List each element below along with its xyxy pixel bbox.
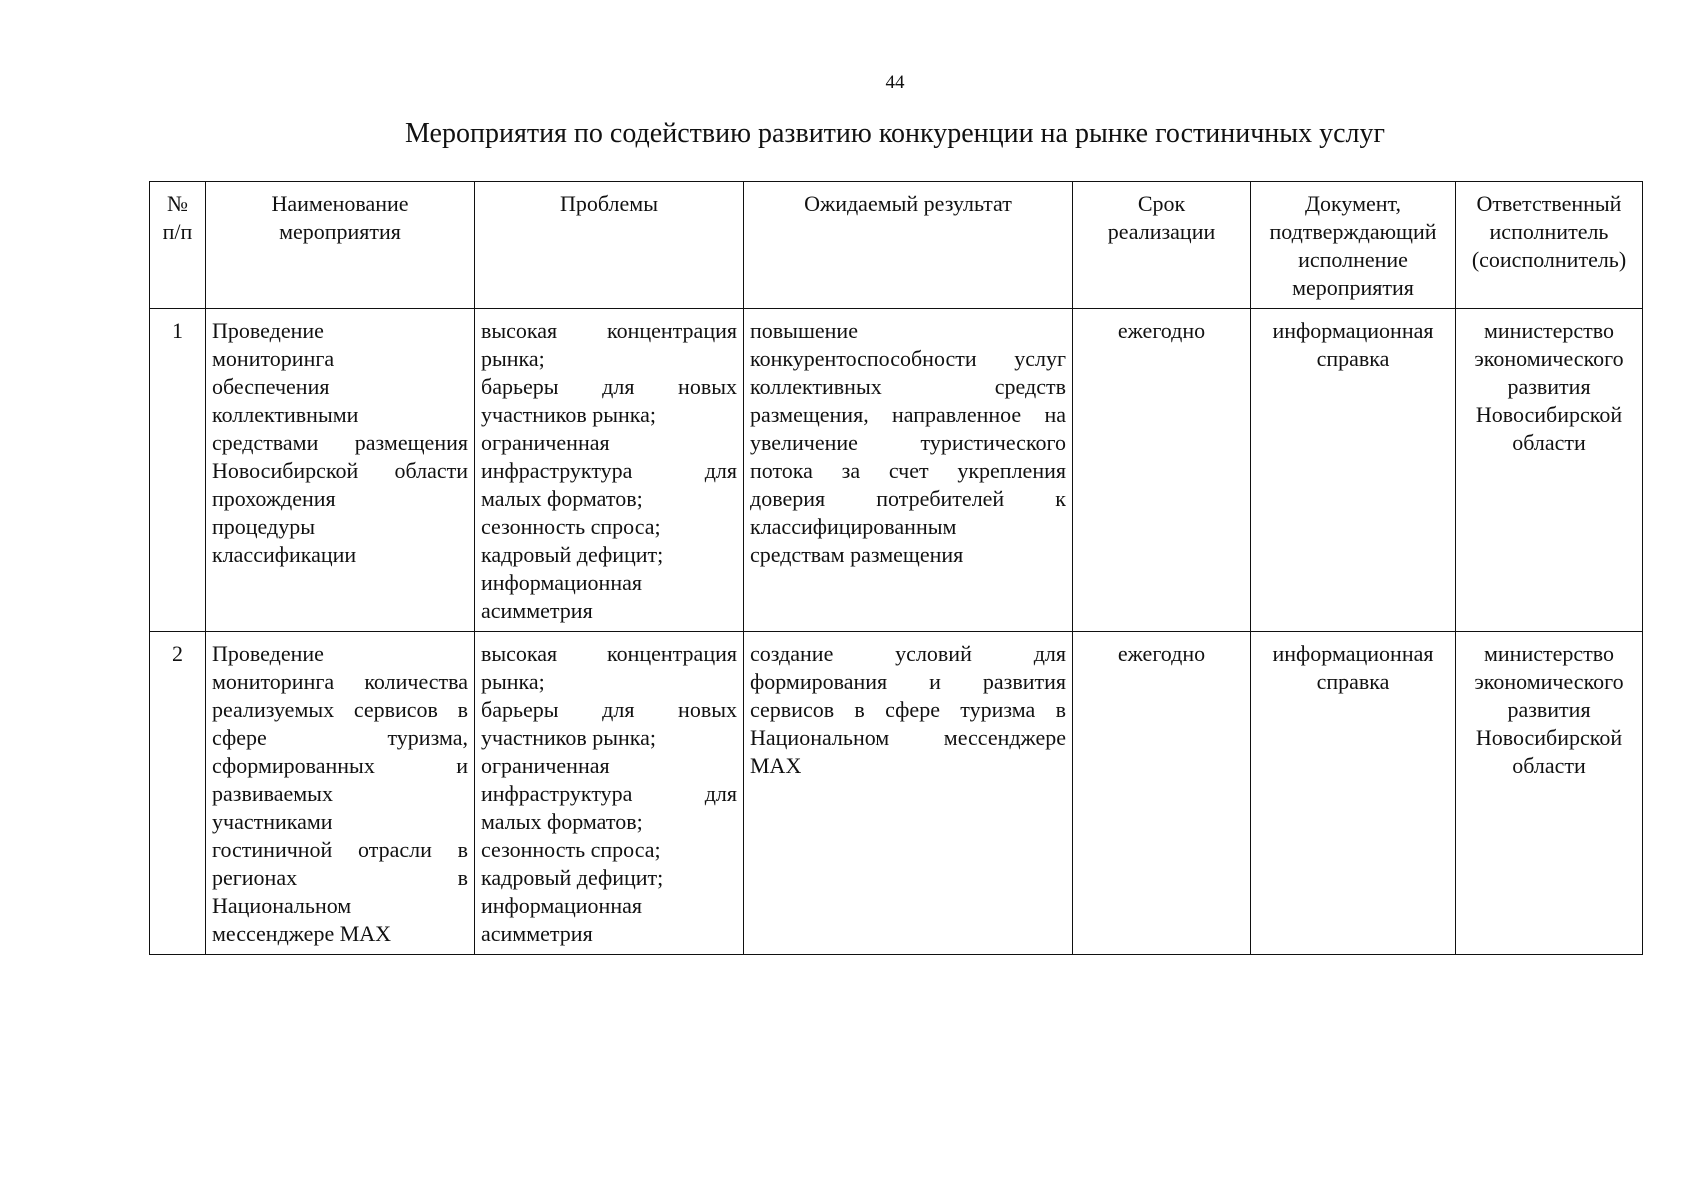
cell-line: участниками bbox=[212, 809, 333, 834]
cell-line: сфере туризма, bbox=[212, 725, 468, 750]
cell-line: развития bbox=[1507, 697, 1591, 722]
cell-line: Ответственный bbox=[1476, 191, 1622, 216]
cell-line: информационная bbox=[1272, 641, 1434, 666]
cell-line: прохождения bbox=[212, 486, 336, 511]
cell-line: рынка; bbox=[481, 346, 545, 371]
cell-line: № bbox=[167, 191, 188, 216]
header-term bbox=[1073, 182, 1251, 309]
cell-line: барьеры для новых bbox=[481, 697, 737, 722]
cell-line: коллективных средств bbox=[750, 374, 1066, 399]
cell-line: конкурентоспособности услуг bbox=[750, 346, 1066, 371]
cell-line: справка bbox=[1316, 669, 1390, 694]
cell-line: мероприятия bbox=[1292, 275, 1414, 300]
cell-line: высокая концентрация bbox=[481, 318, 737, 343]
cell-line: мероприятия bbox=[279, 219, 401, 244]
cell-line: ежегодно bbox=[1117, 641, 1206, 666]
table-row bbox=[150, 632, 1643, 955]
cell-name bbox=[206, 632, 475, 955]
cell-line: повышение bbox=[750, 318, 858, 343]
cell-line: средствам размещения bbox=[750, 542, 964, 567]
cell-line: информационная bbox=[481, 893, 642, 918]
cell-line: асимметрия bbox=[481, 598, 593, 623]
cell-line: области bbox=[1512, 753, 1586, 778]
cell-line: Срок bbox=[1137, 191, 1186, 216]
cell-line: сезонность спроса; bbox=[481, 514, 661, 539]
cell-problems bbox=[475, 309, 744, 632]
cell-line: Проведение bbox=[212, 641, 324, 666]
cell-result bbox=[744, 309, 1073, 632]
cell-result bbox=[744, 632, 1073, 955]
cell-num: 2 bbox=[150, 632, 206, 955]
cell-line: Национальном bbox=[212, 893, 352, 918]
cell-line: министерство bbox=[1483, 318, 1614, 343]
cell-responsible bbox=[1456, 632, 1643, 955]
cell-line: регионах в bbox=[212, 865, 468, 890]
header-problems bbox=[475, 182, 744, 309]
cell-line: мониторинга bbox=[212, 346, 335, 371]
header-document bbox=[1251, 182, 1456, 309]
cell-line: Новосибирской bbox=[1475, 725, 1623, 750]
cell-term bbox=[1073, 309, 1251, 632]
header-num bbox=[150, 182, 206, 309]
cell-line: малых форматов; bbox=[481, 809, 643, 834]
cell-line: средствами размещения bbox=[212, 430, 468, 455]
cell-line: ограниченная bbox=[481, 430, 610, 455]
cell-line: развиваемых bbox=[212, 781, 333, 806]
cell-line: мессенджере MAX bbox=[212, 921, 392, 946]
cell-line: Национальном мессенджере bbox=[750, 725, 1066, 750]
header-responsible bbox=[1456, 182, 1643, 309]
cell-line: министерство bbox=[1483, 641, 1614, 666]
cell-line: барьеры для новых bbox=[481, 374, 737, 399]
cell-name bbox=[206, 309, 475, 632]
cell-line: гостиничной отрасли в bbox=[212, 837, 468, 862]
cell-line: Документ, bbox=[1304, 191, 1401, 216]
cell-document bbox=[1251, 309, 1456, 632]
cell-line: процедуры bbox=[212, 514, 315, 539]
cell-line: кадровый дефицит; bbox=[481, 865, 664, 890]
cell-line: малых форматов; bbox=[481, 486, 643, 511]
cell-num: 1 bbox=[150, 309, 206, 632]
cell-line: асимметрия bbox=[481, 921, 593, 946]
cell-line: информационная bbox=[481, 570, 642, 595]
cell-line: подтверждающий bbox=[1269, 219, 1437, 244]
cell-line: классифицированным bbox=[750, 514, 957, 539]
cell-line: п/п bbox=[162, 219, 193, 244]
cell-line: области bbox=[1512, 430, 1586, 455]
cell-line: (соисполнитель) bbox=[1471, 247, 1627, 272]
cell-line: ограниченная bbox=[481, 753, 610, 778]
header-row bbox=[150, 182, 1643, 309]
cell-line: создание условий для bbox=[750, 641, 1066, 666]
measures-table bbox=[149, 181, 1643, 955]
cell-line: реализации bbox=[1107, 219, 1216, 244]
cell-line: увеличение туристического bbox=[750, 430, 1066, 455]
cell-line: реализуемых сервисов в bbox=[212, 697, 468, 722]
page-number: 44 bbox=[885, 72, 905, 93]
document-title: Мероприятия по содействию развитию конкуренции на рынке гостиничных услуг bbox=[405, 118, 1385, 149]
cell-line: Проведение bbox=[212, 318, 324, 343]
cell-line: формирования и развития bbox=[750, 669, 1066, 694]
cell-line: экономического bbox=[1474, 346, 1624, 371]
cell-line: исполнение bbox=[1298, 247, 1408, 272]
cell-line: мониторинга количества bbox=[212, 669, 468, 694]
cell-line: сформированных и bbox=[212, 753, 468, 778]
cell-line: высокая концентрация bbox=[481, 641, 737, 666]
cell-line: рынка; bbox=[481, 669, 545, 694]
cell-line: инфраструктура для bbox=[481, 458, 737, 483]
cell-line: исполнитель bbox=[1489, 219, 1609, 244]
cell-line: коллективными bbox=[212, 402, 359, 427]
cell-line: справка bbox=[1316, 346, 1390, 371]
cell-line: участников рынка; bbox=[481, 402, 657, 427]
cell-problems bbox=[475, 632, 744, 955]
table-row bbox=[150, 309, 1643, 632]
cell-line: Наименование bbox=[271, 191, 409, 216]
cell-line: кадровый дефицит; bbox=[481, 542, 664, 567]
cell-line: сезонность спроса; bbox=[481, 837, 661, 862]
cell-document bbox=[1251, 632, 1456, 955]
cell-line: информационная bbox=[1272, 318, 1434, 343]
cell-term bbox=[1073, 632, 1251, 955]
cell-line: участников рынка; bbox=[481, 725, 657, 750]
cell-responsible bbox=[1456, 309, 1643, 632]
header-name bbox=[206, 182, 475, 309]
cell-line: MAX bbox=[750, 753, 802, 778]
cell-line: развития bbox=[1507, 374, 1591, 399]
cell-line: размещения, направленное на bbox=[750, 402, 1066, 427]
cell-line: Новосибирской области bbox=[212, 458, 468, 483]
cell-line: ежегодно bbox=[1117, 318, 1206, 343]
cell-line: экономического bbox=[1474, 669, 1624, 694]
cell-line: классификации bbox=[212, 542, 357, 567]
header-result bbox=[744, 182, 1073, 309]
cell-line: Проблемы bbox=[560, 191, 658, 216]
cell-line: Ожидаемый результат bbox=[804, 191, 1012, 216]
cell-line: потока за счет укрепления bbox=[750, 458, 1066, 483]
cell-line: сервисов в сфере туризма в bbox=[750, 697, 1066, 722]
cell-line: Новосибирской bbox=[1475, 402, 1623, 427]
cell-line: обеспечения bbox=[212, 374, 330, 399]
cell-line: доверия потребителей к bbox=[750, 486, 1066, 511]
cell-line: инфраструктура для bbox=[481, 781, 737, 806]
